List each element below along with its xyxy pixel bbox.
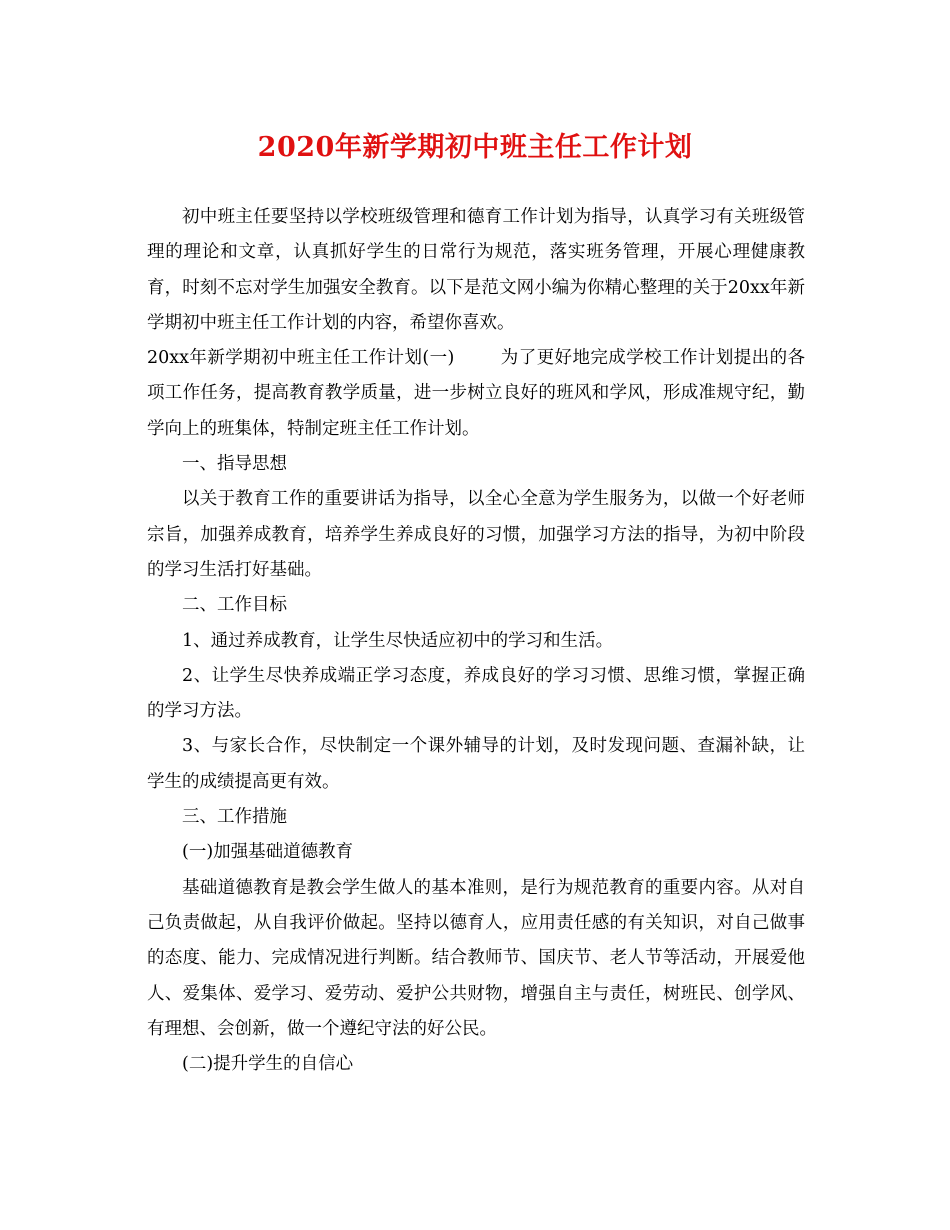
- goal-item-3: 3、与家长合作，尽快制定一个课外辅导的计划，及时发现问题、查漏补缺，让学生的成绩提高更有效。: [147, 736, 805, 792]
- guidance-paragraph: 以关于教育工作的重要讲话为指导，以全心全意为学生服务为，以做一个好老师宗旨，加强养成教育，培养学生养成良好的习惯，加强学习方法的指导，为初中阶段的学习生活打好基础。: [147, 489, 805, 580]
- section-heading-guidance: 一、指导思想: [182, 454, 287, 475]
- plan-one-paragraph: [147, 341, 805, 447]
- goal-item-1: 1、通过养成教育，让学生尽快适应初中的学习和生活。: [182, 630, 614, 651]
- document-body: [147, 200, 805, 1082]
- plan-one-heading: 20xx年新学期初中班主任工作计划(一): [147, 348, 455, 369]
- subsection-heading-confidence: (二)提升学生的自信心: [182, 1054, 354, 1075]
- moral-paragraph: 基础道德教育是教会学生做人的基本准则，是行为规范教育的重要内容。从对自己负责做起，从自我评价做起。坚持以德育人，应用责任感的有关知识，对自己做事的态度、能力、完成情况进行判断。结合教师节、国庆节、老人节等活动，开展爱他人、爱集体、爱学习、爱劳动、爱护公共财物，增强自主与责任，树班民、创学风、有理想、会创新，做一个遵纪守法的好公民。: [147, 877, 805, 1039]
- intro-paragraph: 初中班主任要坚持以学校班级管理和德育工作计划为指导，认真学习有关班级管理的理论和文章，认真抓好学生的日常行为规范，落实班务管理，开展心理健康教育，时刻不忘对学生加强安全教育。以下是范文网小编为你精心整理的关于20xx年新学期初中班主任工作计划的内容，希望你喜欢。: [147, 207, 805, 333]
- document-title: 2020年新学期初中班主任工作计划: [257, 132, 693, 163]
- section-heading-goals: 二、工作目标: [182, 595, 287, 616]
- section-heading-measures: 三、工作措施: [182, 807, 287, 828]
- plan-one-text: 为了更好地完成学校工作计划提出的各项工作任务，提高教育教学质量，进一步树立良好的班风和学风，形成准规守纪，勤学向上的班集体，特制定班主任工作计划。: [147, 348, 805, 439]
- subsection-heading-moral: (一)加强基础道德教育: [182, 842, 354, 863]
- goal-item-2: 2、让学生尽快养成端正学习态度，养成良好的学习习惯、思维习惯，掌握正确的学习方法。: [147, 665, 805, 722]
